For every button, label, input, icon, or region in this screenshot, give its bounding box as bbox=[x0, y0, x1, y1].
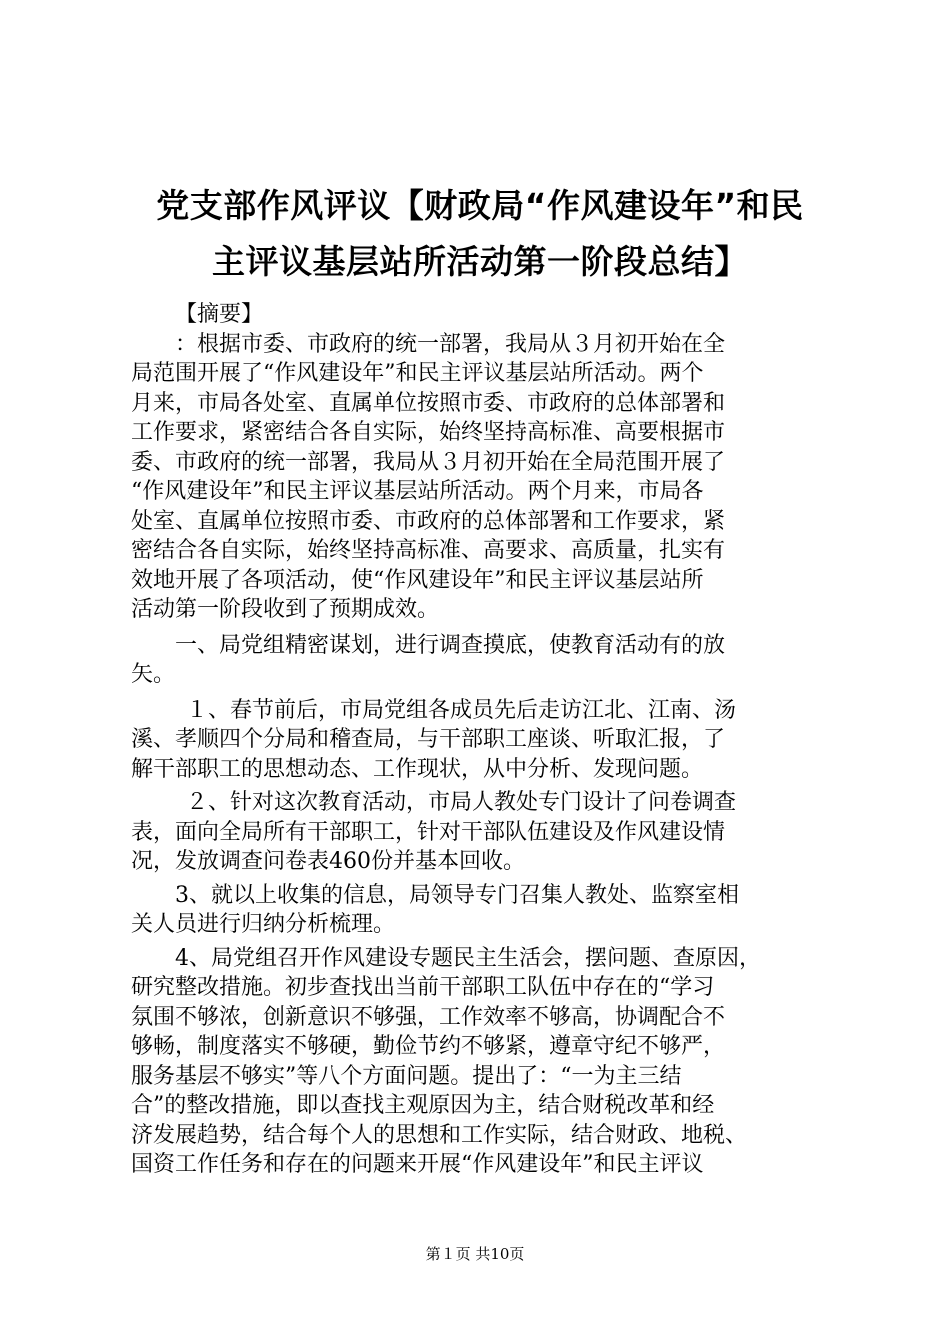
text-line: 表，面向全局所有干部职工，针对干部队伍建设及作风建设情 bbox=[131, 819, 726, 845]
text-line: 研究整改措施。初步查找出当前干部职工队伍中存在的“学习 bbox=[131, 975, 715, 1000]
text-line: “作风建设年”和民主评议基层站所活动。两个月来，市局各 bbox=[131, 479, 704, 504]
text-line: 4、局党组召开作风建设专题民主生活会，摆问题、查原因， bbox=[175, 945, 761, 971]
text-line: 够畅，制度落实不够硬，勤俭节约不够紧，遵章守纪不够严， bbox=[131, 1034, 726, 1059]
text-line: 3、就以上收集的信息，局领导专门召集人教处、监察室相 bbox=[175, 882, 739, 908]
text-line: １、春节前后，市局党组各成员先后走访江北、江南、汤 bbox=[186, 697, 737, 723]
text-line: 处室、直属单位按照市委、市政府的总体部署和工作要求，紧 bbox=[131, 508, 726, 534]
text-line: 关人员进行归纳分析梳理。 bbox=[131, 912, 396, 937]
text-line: ２、针对这次教育活动，市局人教处专门设计了问卷调查 bbox=[186, 790, 737, 815]
text-line: 氛围不够浓，创新意识不够强，工作效率不够高，协调配合不 bbox=[131, 1004, 726, 1030]
text-line: 一、局党组精密谋划，进行调查摸底，使教育活动有的放 bbox=[175, 632, 726, 658]
paragraph-item-4 bbox=[131, 944, 831, 1180]
text-line: 局范围开展了“作风建设年”和民主评议基层站所活动。两个 bbox=[131, 361, 704, 386]
page-footer: 第１页 共10页 bbox=[425, 1245, 525, 1263]
text-line: 服务基层不够实”等八个方面问题。提出了：“一为主三结 bbox=[131, 1063, 682, 1089]
text-line: 效地开展了各项活动，使“作风建设年”和民主评议基层站所 bbox=[131, 567, 704, 593]
text-line: 委、市政府的统一部署，我局从３月初开始在全局范围开展了 bbox=[131, 449, 726, 475]
text-line: 溪、孝顺四个分局和稽查局，与干部职工座谈、听取汇报，了 bbox=[131, 727, 726, 752]
text-line: 矢。 bbox=[131, 662, 176, 687]
text-line: 况，发放调查问卷表460份并基本回收。 bbox=[131, 849, 525, 874]
paragraph-item-1 bbox=[131, 696, 831, 785]
text-line: 济发展趋势，结合每个人的思想和工作实际，结合财政、地税、 bbox=[131, 1122, 748, 1148]
text-line: 解干部职工的思想动态、工作现状，从中分析、发现问题。 bbox=[131, 756, 704, 782]
paragraph-abstract-body bbox=[131, 330, 831, 625]
text-line: ：根据市委、市政府的统一部署，我局从３月初开始在全 bbox=[175, 331, 726, 357]
paragraph-item-3 bbox=[131, 881, 831, 940]
abstract-label: 【摘要】 bbox=[175, 302, 264, 327]
document-body bbox=[131, 300, 831, 1180]
text-line: 合”的整改措施，即以查找主观原因为主，结合财税改革和经 bbox=[131, 1093, 715, 1118]
title-line-2: 主评议基层站所活动第一阶段总结】 bbox=[212, 242, 748, 281]
text-line: 工作要求，紧密结合各自实际，始终坚持高标准、高要根据市 bbox=[131, 420, 726, 445]
paragraph-item-2 bbox=[131, 788, 831, 877]
document-title bbox=[110, 178, 850, 290]
text-line: 月来，市局各处室、直属单位按照市委、市政府的总体部署和 bbox=[131, 390, 726, 416]
text-line: 国资工作任务和存在的问题来开展“作风建设年”和民主评议 bbox=[131, 1152, 704, 1177]
text-line: 密结合各自实际，始终坚持高标准、高要求、高质量，扎实有 bbox=[131, 538, 726, 563]
title-line-1: 党支部作风评议【财政局“作风建设年”和民 bbox=[156, 186, 804, 225]
text-line: 活动第一阶段收到了预期成效。 bbox=[131, 597, 440, 622]
paragraph-section-heading bbox=[131, 631, 831, 690]
